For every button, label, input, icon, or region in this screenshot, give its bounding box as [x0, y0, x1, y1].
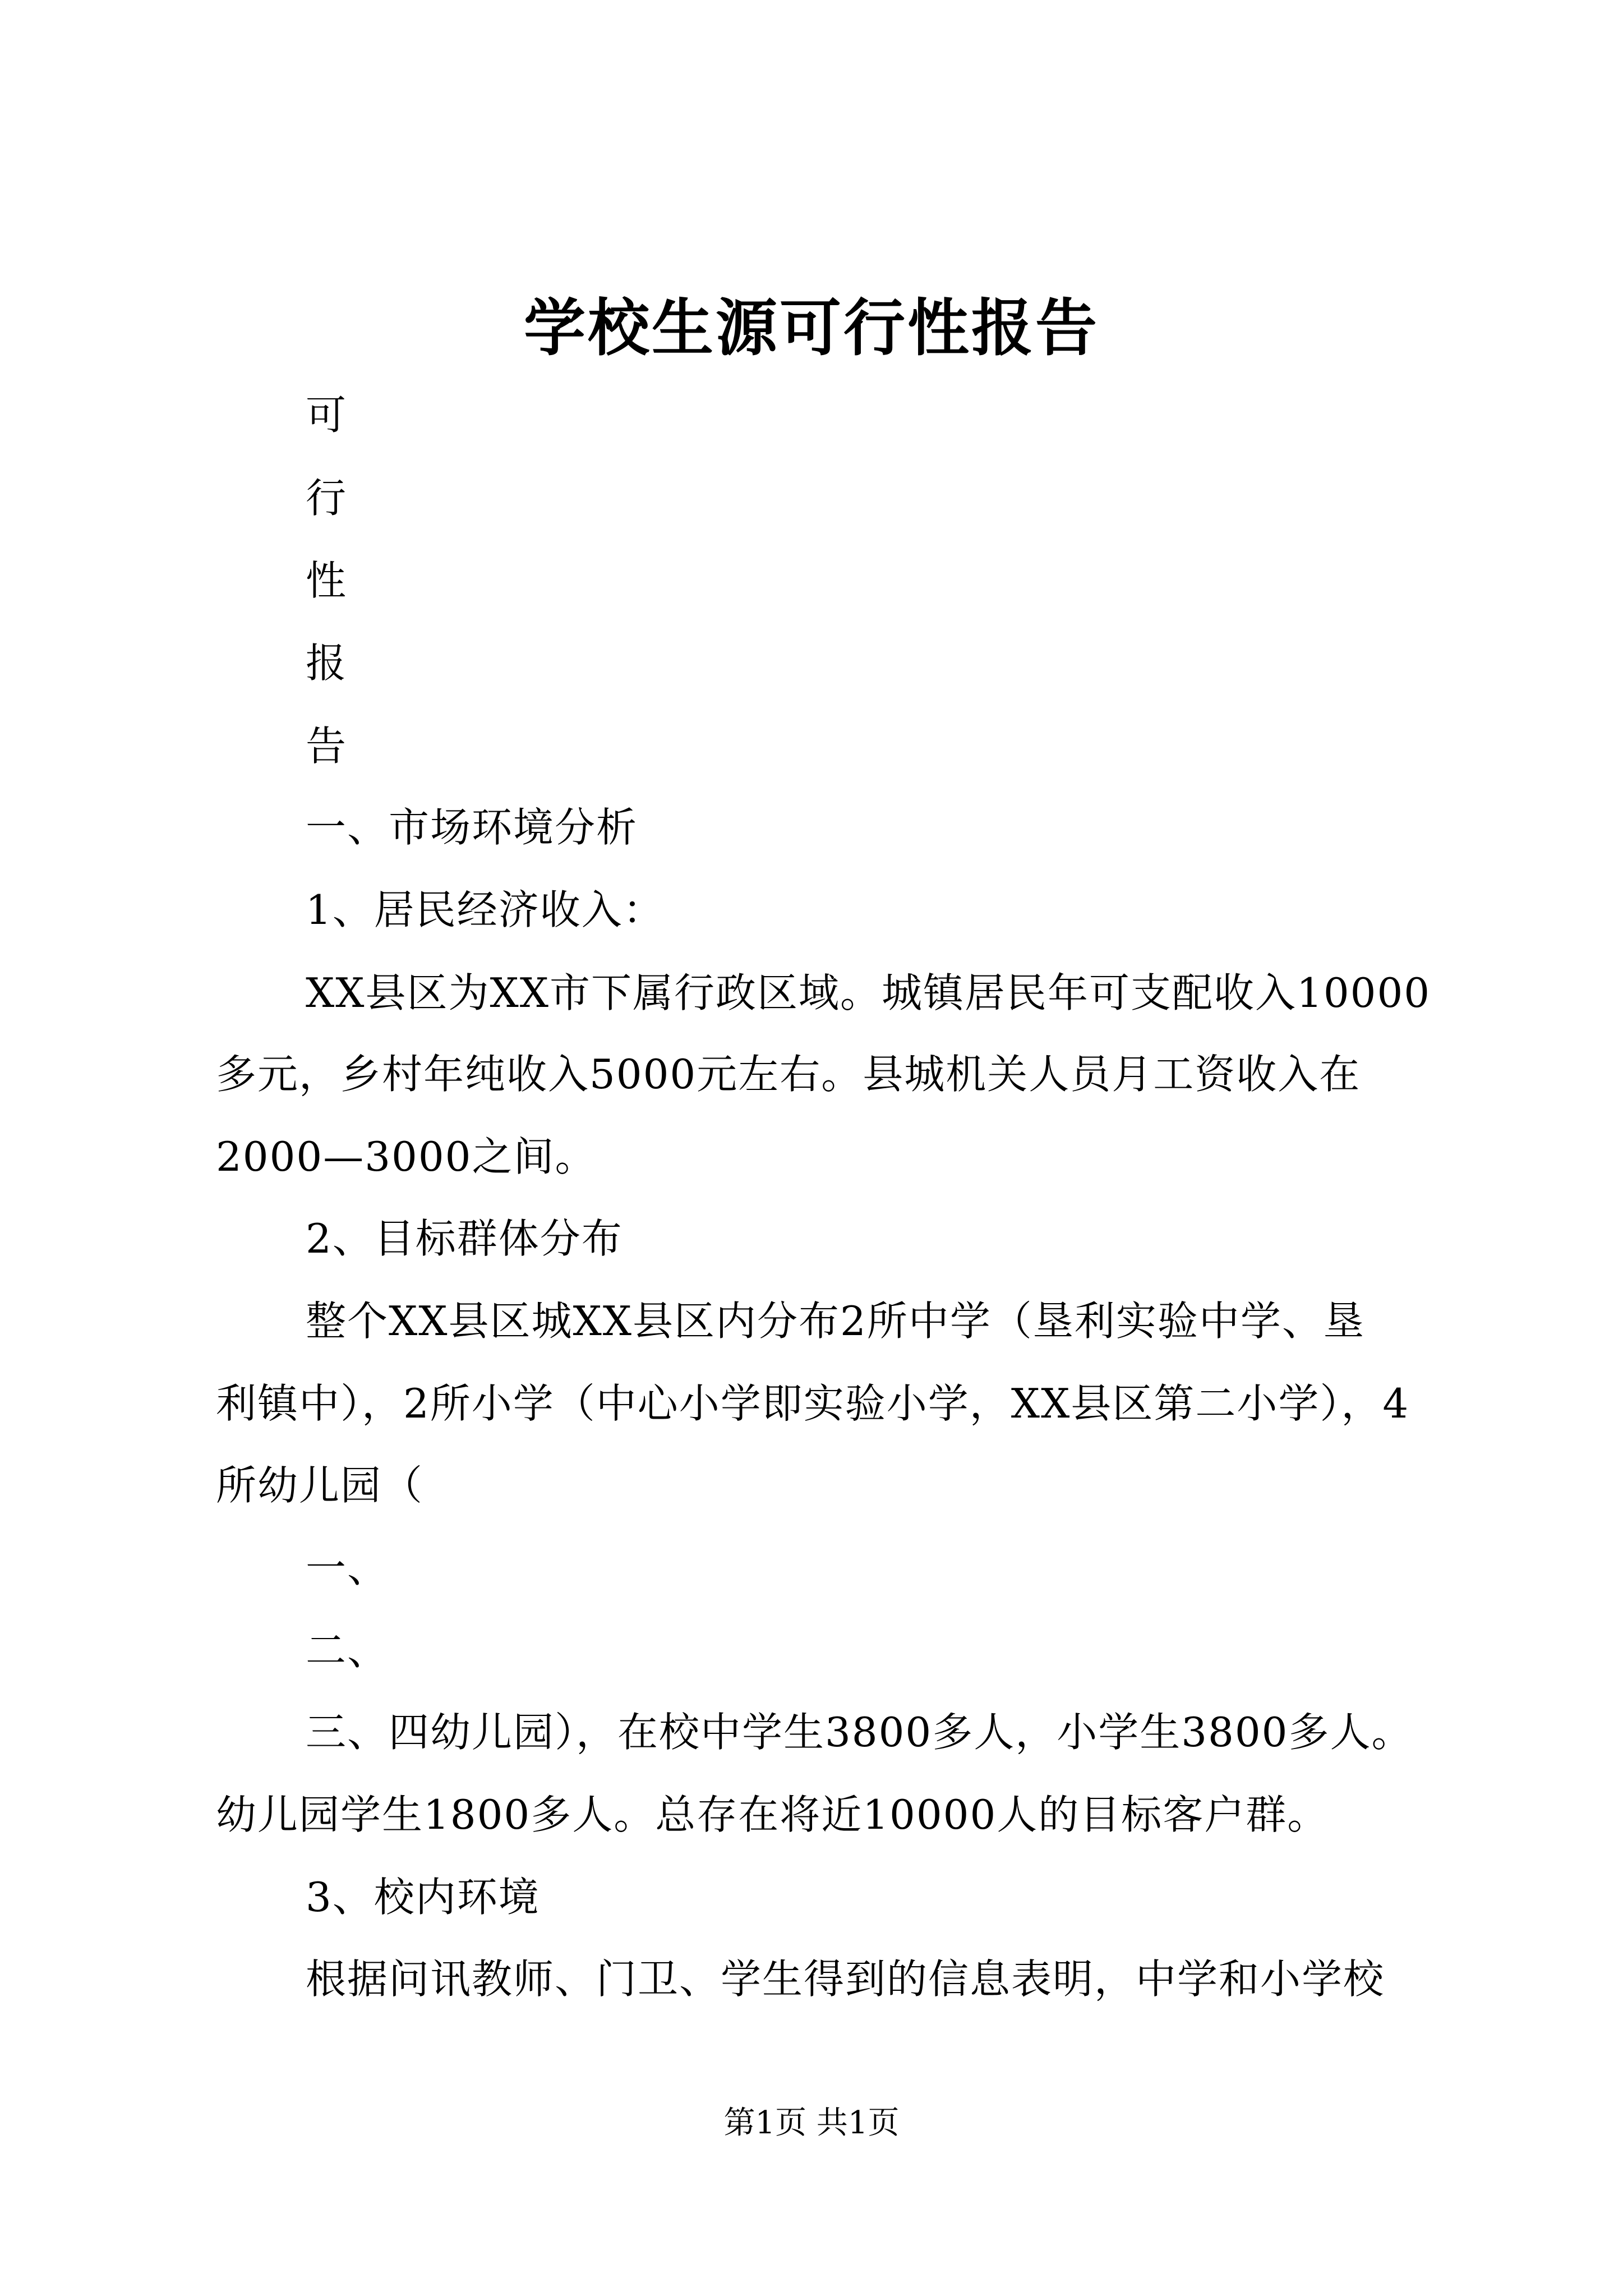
body-line: XX县区为XX市下属行政区域。城镇居民年可支配收入10000: [306, 969, 1431, 1016]
body-line: 利镇中），2所小学（中心小学即实验小学，XX县区第二小学），4: [216, 1380, 1410, 1427]
body-line: 可: [306, 392, 348, 439]
subsection-heading: 3、校内环境: [306, 1874, 540, 1921]
body-line: 告: [306, 723, 348, 770]
body-line: 根据问讯教师、门卫、学生得到的信息表明，中学和小学校: [306, 1955, 1385, 2003]
subsection-heading: 2、目标群体分布: [306, 1215, 623, 1262]
body-line: 2000—3000之间。: [216, 1133, 597, 1180]
body-line: 行: [306, 475, 348, 522]
document-title: 学校生源可行性报告: [524, 292, 1099, 364]
body-line: 所幼儿园（: [216, 1462, 424, 1509]
body-line: 幼儿园学生1800多人。总存在将近10000人的目标客户群。: [216, 1791, 1329, 1838]
page-footer: 第1页 共1页: [723, 2105, 900, 2141]
body-line: 报: [306, 639, 348, 687]
body-line: 多元，乡村年纯收入5000元左右。县城机关人员月工资收入在: [216, 1051, 1361, 1098]
body-line: 整个XX县区城XX县区内分布2所中学（垦利实验中学、垦: [306, 1297, 1365, 1345]
body-line: 一、: [306, 1544, 389, 1591]
body-line: 三、四幼儿园），在校中学生3800多人，小学生3800多人。: [306, 1709, 1413, 1756]
subsection-heading: 1、居民经济收入：: [306, 886, 665, 933]
section-heading: 一、市场环境分析: [306, 804, 638, 851]
body-line: 性: [306, 557, 348, 604]
body-line: 二、: [306, 1627, 389, 1674]
